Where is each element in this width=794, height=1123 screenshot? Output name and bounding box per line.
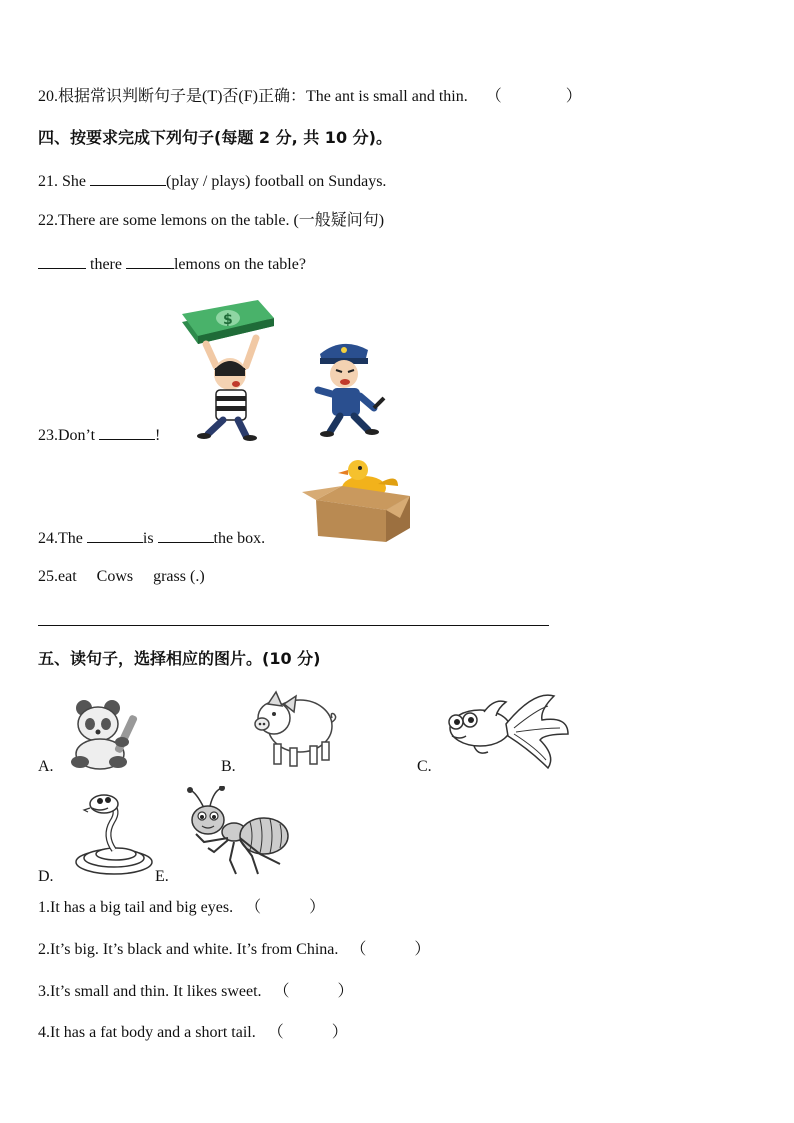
question-24-pre: 24.The: [38, 530, 83, 547]
snake-icon: [70, 792, 156, 878]
item-4: [38, 1023, 348, 1043]
option-b-label: B.: [221, 758, 236, 775]
panda-icon: [66, 696, 142, 772]
item-1-text: 1.It has a big tail and big eyes.: [38, 899, 234, 916]
question-22-mid1: there: [90, 256, 122, 273]
question-24-mid: is: [142, 530, 154, 547]
question-23-end: !: [155, 427, 161, 444]
section-5-title: 五、读句子，选择相应的图片。(10 分): [38, 649, 321, 668]
pig-icon: [250, 688, 338, 770]
answer-blank[interactable]: [87, 527, 143, 543]
money-stack-icon: [182, 300, 274, 344]
police-icon: [312, 336, 392, 440]
option-d-label: D.: [38, 868, 54, 885]
answer-blank[interactable]: [90, 170, 166, 186]
duck-in-box-icon: [302, 456, 416, 544]
question-20-text: 20.根据常识判断句子是(T)否(F)正确：The ant is small and thin.: [38, 88, 468, 105]
item-4-text: 4.It has a fat body and a short tail.: [38, 1024, 256, 1041]
answer-blank[interactable]: [38, 253, 86, 269]
svg-text:$: $: [223, 312, 233, 328]
item-3-text: 3.It’s small and thin. It likes sweet.: [38, 983, 262, 1000]
answer-paren[interactable]: （ ）: [485, 88, 582, 105]
item-3: [38, 982, 354, 1002]
ant-icon: [184, 786, 292, 880]
question-25: 25.eat Cows grass (.): [38, 568, 205, 585]
answer-blank[interactable]: [126, 253, 174, 269]
answer-blank[interactable]: [158, 527, 214, 543]
item-1: [38, 898, 325, 918]
answer-line[interactable]: [38, 625, 549, 626]
question-21: [38, 170, 386, 192]
question-22-mid2: lemons on the table?: [173, 256, 306, 273]
answer-blank[interactable]: [99, 424, 155, 440]
question-21-pre: She: [62, 173, 86, 190]
item-2: [38, 940, 430, 960]
question-21-post: (play / plays) football on Sundays.: [166, 173, 387, 190]
question-22: 22.There are some lemons on the table. (一般疑问句): [38, 212, 385, 229]
answer-paren[interactable]: （ ）: [350, 941, 431, 958]
question-21-number: 21.: [38, 173, 58, 190]
option-a-label: A.: [38, 758, 54, 775]
answer-paren[interactable]: （ ）: [267, 1024, 348, 1041]
question-20: [38, 87, 582, 107]
option-c-label: C.: [417, 758, 432, 775]
question-23-text: 23.Don’t: [38, 427, 96, 444]
answer-paren[interactable]: （ ）: [273, 983, 354, 1000]
answer-paren[interactable]: （ ）: [245, 899, 326, 916]
question-23: [38, 424, 160, 446]
goldfish-icon: [444, 690, 572, 772]
question-22-answer-line: [38, 253, 306, 275]
question-24: [38, 527, 265, 549]
section-4-title: 四、按要求完成下列句子(每题 2 分, 共 10 分)。: [38, 128, 392, 147]
question-24-post: the box.: [213, 530, 266, 547]
thief-with-money-picture: [178, 300, 278, 445]
option-e-label: E.: [155, 868, 169, 885]
item-2-text: 2.It’s big. It’s black and white. It’s from China.: [38, 941, 339, 958]
thief-icon: [197, 338, 257, 441]
